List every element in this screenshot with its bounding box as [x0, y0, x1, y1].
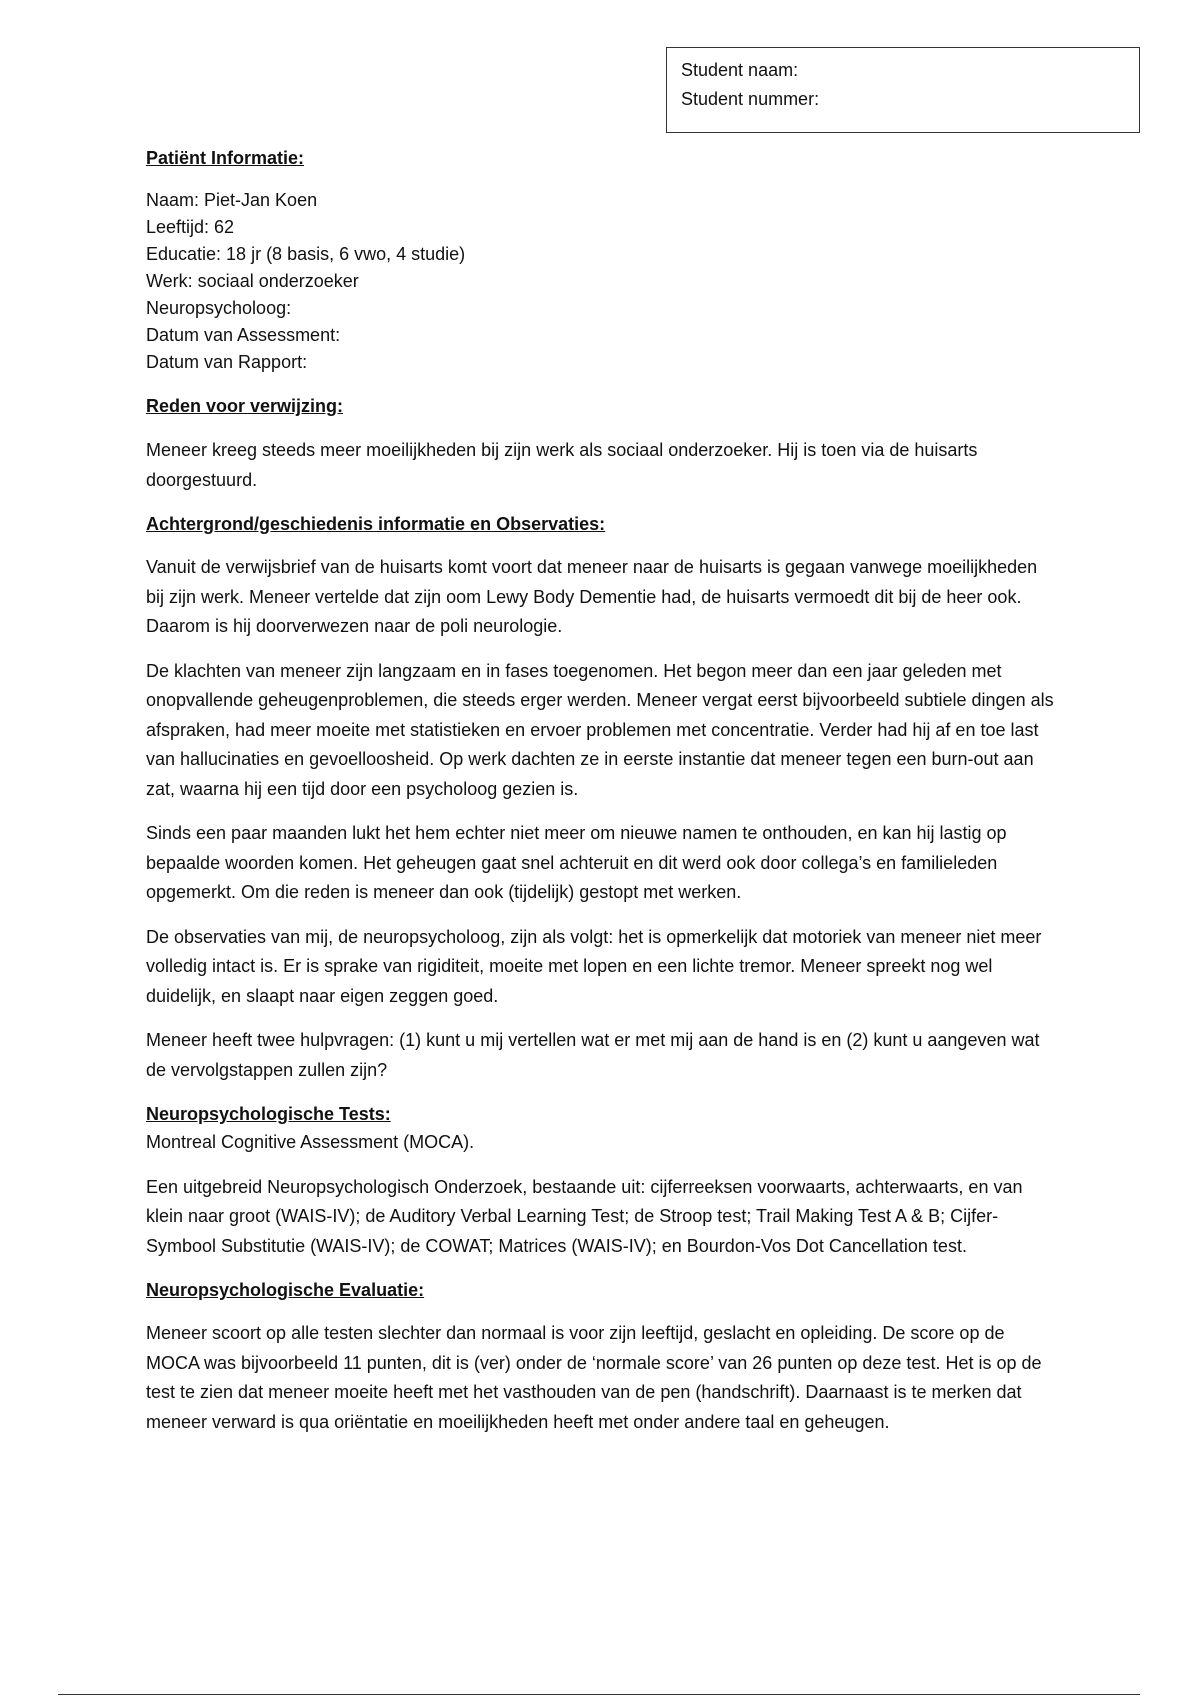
background-section — [146, 510, 1056, 1085]
patient-education: Educatie: 18 jr (8 basis, 6 vwo, 4 studie) — [146, 244, 466, 264]
tests-section — [146, 1100, 1056, 1261]
background-paragraph: Vanuit de verwijsbrief van de huisarts komt voort dat meneer naar de huisarts is gegaan vanwege moeilijkheden bij zijn werk. Meneer vertelde dat zijn oom Lewy Body Dementie had, de huisarts vermoedt dit bij de heer ook. Daarom is hij doorverwezen naar de poli neurologie. — [146, 557, 1038, 636]
patient-neuropsychologist: Neuropsycholoog: — [146, 298, 292, 318]
evaluation-paragraph: Meneer scoort op alle testen slechter dan normaal is voor zijn leeftijd, geslacht en opleiding. De score op de MOCA was bijvoorbeeld 11 punten, dit is (ver) onder de ‘normale score’ van 26 punten op deze test. Het is op de test te zien dat meneer moeite heeft met het vasthouden van de pen (handschrift). Daarnaast is te merken dat meneer verward is qua oriëntatie en moeilijkheden heeft met onder andere taal en geheugen. — [146, 1323, 1042, 1432]
evaluation-heading: Neuropsychologische Evaluatie: — [146, 1280, 425, 1300]
footer-divider — [58, 1694, 1140, 1695]
assessment-date: Datum van Assessment: — [146, 325, 341, 345]
patient-info-section — [146, 144, 1056, 376]
patient-age: Leeftijd: 62 — [146, 217, 235, 237]
patient-work: Werk: sociaal onderzoeker — [146, 271, 359, 291]
background-paragraph: De klachten van meneer zijn langzaam en in fases toegenomen. Het begon meer dan een jaar geleden met onopvallende geheugenproblemen, die steeds erger werden. Meneer vergat eerst bijvoorbeeld subtiele dingen als afspraken, had meer moeite met statistieken en ervoer problemen met concentratie. Verder had hij af en toe last van hallucinaties en gevoelloosheid. Op werk dachten ze in eerste instantie dat meneer tegen een burn-out aan zat, waarna hij een tijd door een psycholoog gezien is. — [146, 660, 1054, 799]
student-number-label: Student nummer: — [681, 89, 820, 109]
student-name-label: Student naam: — [681, 60, 799, 80]
background-heading: Achtergrond/geschiedenis informatie en Observaties: — [146, 514, 606, 534]
patient-name: Naam: Piet-Jan Koen — [146, 190, 318, 210]
help-questions-paragraph: Meneer heeft twee hulpvragen: (1) kunt u mij vertellen wat er met mij aan de hand is en (2) kunt u aangeven wat de vervolgstappen zullen zijn? — [146, 1030, 1040, 1080]
report-date: Datum van Rapport: — [146, 352, 308, 372]
referral-heading: Reden voor verwijzing: — [146, 396, 344, 416]
referral-text: Meneer kreeg steeds meer moeilijkheden bij zijn werk als sociaal onderzoeker. Hij is toen via de huisarts doorgestuurd. — [146, 440, 978, 490]
evaluation-section — [146, 1276, 1056, 1437]
observations-paragraph: De observaties van mij, de neuropsycholoog, zijn als volgt: het is opmerkelijk dat motoriek van meneer niet meer volledig intact is. Er is sprake van rigiditeit, moeite met lopen en een lichte tremor. Meneer spreekt nog wel duidelijk, en slaapt naar eigen zeggen goed. — [146, 926, 1042, 1006]
tests-moca-line: Montreal Cognitive Assessment (MOCA). — [146, 1132, 475, 1152]
student-info-box — [666, 47, 1140, 133]
referral-section — [146, 392, 1056, 495]
background-paragraph: Sinds een paar maanden lukt het hem echter niet meer om nieuwe namen te onthouden, en kan hij lastig op bepaalde woorden komen. Het geheugen gaat snel achteruit en dit werd ook door collega’s en familieleden opgemerkt. Om die reden is meneer dan ook (tijdelijk) gestopt met werken. — [146, 823, 1007, 902]
tests-paragraph: Een uitgebreid Neuropsychologisch Onderzoek, bestaande uit: cijferreeksen voorwaarts, achterwaarts, en van klein naar groot (WAIS-IV); de Auditory Verbal Learning Test; de Stroop test; Trail Making Test A & B; Cijfer-Symbool Substitutie (WAIS-IV); de COWAT; Matrices (WAIS-IV); en Bourdon-Vos Dot Cancellation test. — [146, 1176, 1023, 1256]
report-body — [146, 144, 1056, 1437]
patient-info-heading: Patiënt Informatie: — [146, 148, 305, 168]
tests-heading: Neuropsychologische Tests: — [146, 1104, 391, 1124]
